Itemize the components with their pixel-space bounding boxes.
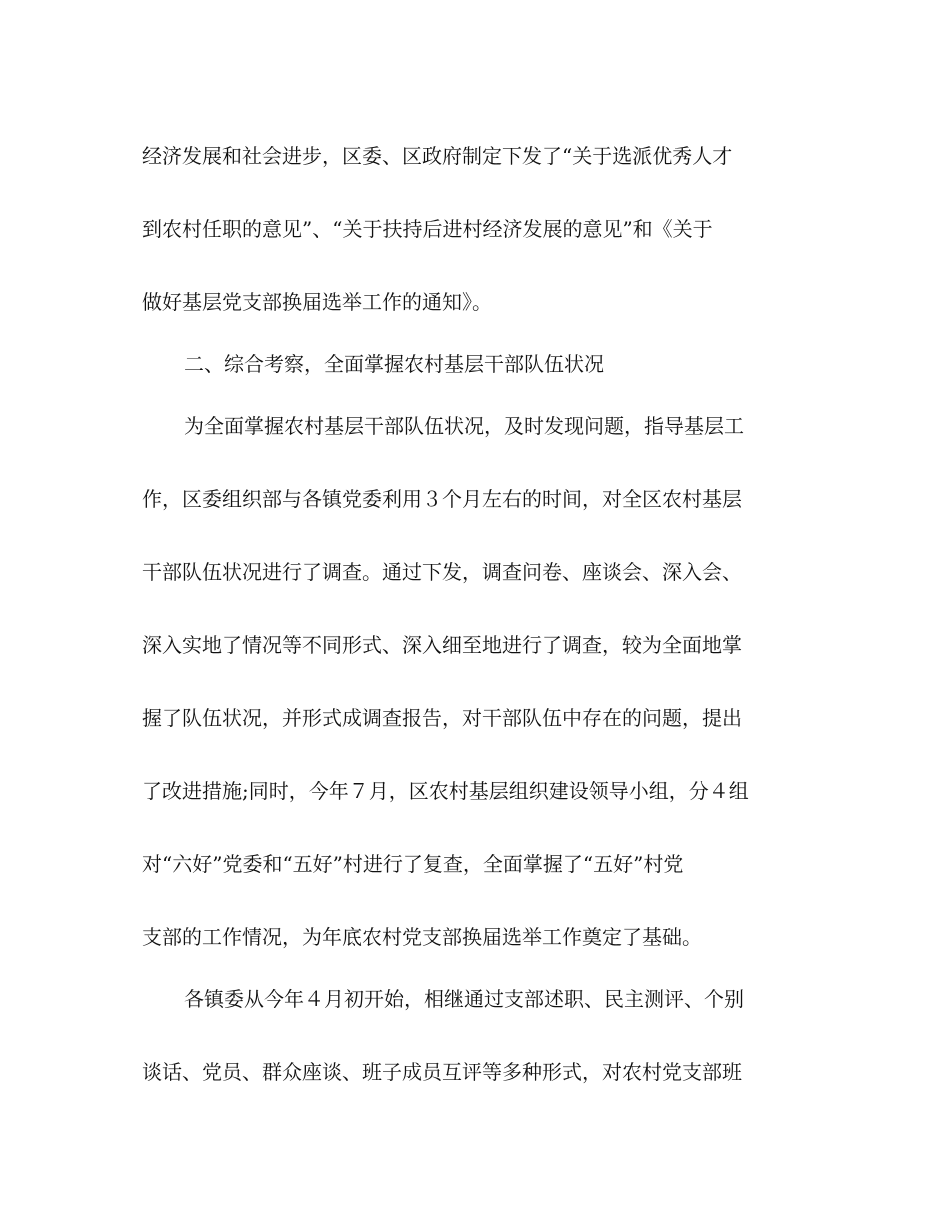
body-text-line: 经济发展和社会进步，区委、区政府制定下发了“关于选派优秀人才 [142, 144, 733, 168]
body-text-line: 支部的工作情况，为年底农村党支部换届选举工作奠定了基础。 [142, 925, 702, 949]
body-text-line: 干部队伍状况进行了调查。通过下发，调查问卷、座谈会、深入会、 [142, 560, 742, 584]
body-text-line: 到农村任职的意见”、“关于扶持后进村经济发展的意见”和《关于 [142, 217, 713, 241]
body-text-line: 做好基层党支部换届选举工作的通知》。 [142, 290, 492, 314]
paragraph-first-line: 各镇委从今年４月初开始，相继通过支部述职、民主测评、个别 [184, 987, 744, 1011]
section-heading: 二、综合考察，全面掌握农村基层干部队伍状况 [184, 352, 604, 376]
paragraph-first-line: 为全面掌握农村基层干部队伍状况，及时发现问题，指导基层工 [184, 414, 744, 438]
body-text-line: 作，区委组织部与各镇党委利用３个月左右的时间，对全区农村基层 [142, 487, 742, 511]
body-text-line: 对“六好”党委和“五好”村进行了复查，全面掌握了“五好”村党 [142, 852, 684, 876]
body-text-line: 谈话、党员、群众座谈、班子成员互评等多种形式，对农村党支部班 [142, 1060, 742, 1084]
body-text-line: 握了队伍状况，并形式成调查报告，对干部队伍中存在的问题，提出 [142, 706, 742, 730]
body-text-line: 深入实地了情况等不同形式、深入细至地进行了调查，较为全面地掌 [142, 633, 742, 657]
body-text-line: 了改进措施;同时，今年７月，区农村基层组织建设领导小组，分４组 [142, 779, 749, 803]
